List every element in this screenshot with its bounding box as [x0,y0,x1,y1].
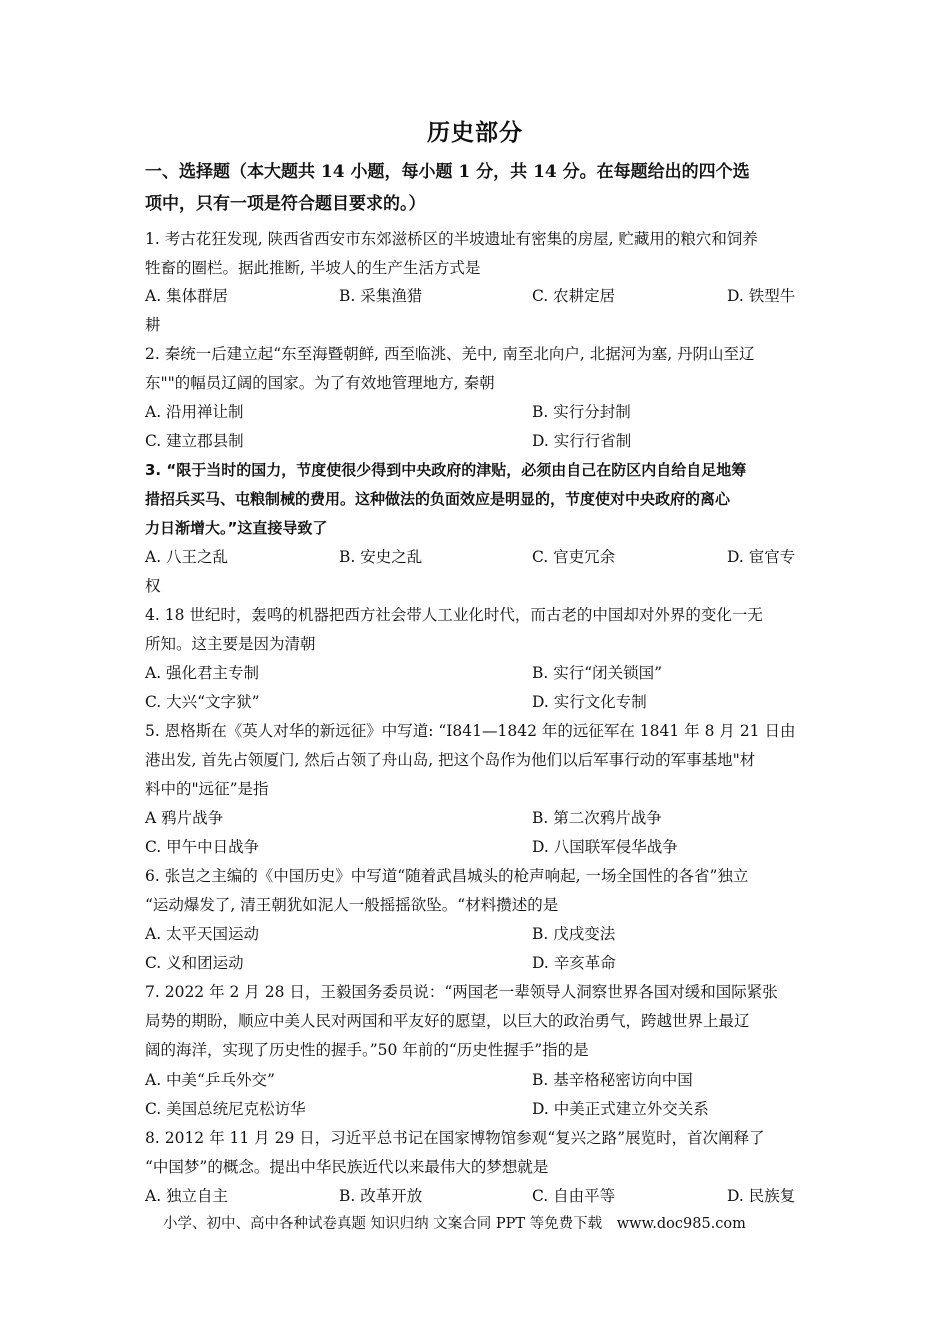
q1-stem-line1: 1. 考古花狂发现, 陕西省西安市东郊滋桥区的半坡遗址有密集的房屋, 贮藏用的粮穴和饲养 [145,230,758,248]
q3-stem-line2: 措招兵买马、屯粮制械的费用。这种做法的负面效应是明显的，节度使对中央政府的离心 [145,490,731,508]
q8-option-d: D. 民族复 [727,1187,796,1205]
q6-option-b: B. 戊戌变法 [532,925,616,943]
q6-option-a: A. 太平天国运动 [145,925,260,943]
q8-option-c: C. 自由平等 [532,1187,616,1205]
q1-stem-line2: 牲畜的圈栏。据此推断, 半坡人的生产生活方式是 [145,259,481,277]
q3-option-a: A. 八王之乱 [145,548,229,566]
q8-stem-line1: 8. 2012 年 11 月 29 日，习近平总书记在国家博物馆参观“复兴之路”展览时，首次阐释了 [145,1129,765,1147]
q8-option-b: B. 改革开放 [339,1187,423,1205]
section-heading-line2: 项中，只有一项是符合题目要求的。） [145,194,426,214]
q7-option-d: D. 中美正式建立外交关系 [532,1100,709,1118]
q6-option-c: C. 义和团运动 [145,954,244,972]
q4-option-b: B. 实行“闭关锁国” [532,664,663,682]
q6-option-d: D. 辛亥革命 [532,954,616,972]
q1-option-d: D. 铁型牛 [727,287,796,305]
q2-option-b: B. 实行分封制 [532,403,631,421]
footer-text: 小学、初中、高中各种试卷真题 知识归纳 文案合同 PPT 等免费下载 [163,1216,603,1232]
footer-url-link[interactable]: www.doc985.com [616,1216,746,1232]
q5-stem-line2: 港出发, 首先占领厦门, 然后占领了舟山岛, 把这个岛作为他们以后军事行动的军事基地"材 [145,751,756,769]
q2-option-d: D. 实行行省制 [532,432,632,450]
q4-stem-line2: 所知。这主要是因为清朝 [145,635,316,653]
q2-stem-line1: 2. 秦统一后建立起“东至海暨朝鲜, 西至临洮、羌中, 南至北向户, 北据河为塞, 丹阴山至辽 [145,345,755,363]
q6-stem-line1: 6. 张岂之主编的《中国历史》中写道“随着武昌城头的枪声响起, 一场全国性的各省”独立 [145,867,749,885]
q7-option-b: B. 基辛格秘密访向中国 [532,1071,693,1089]
q2-option-c: C. 建立郡县制 [145,432,244,450]
q1-option-c: C. 农耕定居 [532,287,616,305]
q1-option-a: A. 集体群居 [145,287,229,305]
q7-option-a: A. 中美“乒乓外交” [145,1071,275,1089]
page-footer [163,1212,756,1233]
q3-stem-line1: 3. “限于当时的国力，节度使很少得到中央政府的津贴，必须由自己在防区内自给自足地筹 [145,461,747,479]
q3-option-d-wrap: 权 [145,577,161,595]
q3-option-d: D. 宦官专 [727,548,796,566]
q5-stem-line1: 5. 恩格斯在《英人对华的新远征》中写道: “I841—1842 年的远征军在 1841 年 8 月 21 日由 [145,722,796,740]
q5-stem-line3: 料中的"远征”是指 [145,780,269,798]
q3-option-b: B. 安史之乱 [339,548,423,566]
q1-option-b: B. 采集渔猎 [339,287,423,305]
q4-option-a: A. 强化君主专制 [145,664,260,682]
q4-option-d: D. 实行文化专制 [532,693,647,711]
q3-option-c: C. 官吏冗余 [532,548,616,566]
q7-stem-line3: 阔的海洋，实现了历史性的握手。”50 年前的“历史性握手”指的是 [145,1041,589,1059]
q8-stem-line2: “中国梦”的概念。提出中华民族近代以来最伟大的梦想就是 [145,1158,549,1176]
q6-stem-line2: “运动爆发了, 清王朝犹如泥人一般摇摇欲坠。“材料攒述的是 [145,896,559,914]
q3-stem-line3: 力日渐增大。”这直接导致了 [145,519,328,537]
q4-option-c: C. 大兴“文字狱” [145,693,260,711]
page-title: 历史部分 [427,119,523,146]
q5-option-d: D. 八国联军侵华战争 [532,838,678,856]
q4-stem-line1: 4. 18 世纪时，轰鸣的机器把西方社会带人工业化时代，而古老的中国却对外界的变化一无 [145,606,763,624]
q5-option-c: C. 甲午中日战争 [145,838,260,856]
section-heading-line1: 一、选择题（本大题共 14 小题，每小题 1 分，共 14 分。在每题给出的四个选 [145,162,750,182]
q2-option-a: A. 沿用禅让制 [145,403,244,421]
q7-stem-line1: 7. 2022 年 2 月 28 日，王毅国务委员说：“两国老一辈领导人洞察世界各国对缓和国际紧张 [145,983,778,1001]
q7-stem-line2: 局势的期盼，顺应中美人民对两国和平友好的愿望，以巨大的政治勇气，跨越世界上最辽 [145,1012,750,1030]
q7-option-c: C. 美国总统尼克松访华 [145,1100,306,1118]
q2-stem-line2: 东""的幅员辽阔的国家。为了有效地管理地方, 秦朝 [145,374,495,392]
q5-option-b: B. 第二次鸦片战争 [532,809,662,827]
q5-option-a: A 鸦片战争 [145,809,224,827]
q8-option-a: A. 独立自主 [145,1187,229,1205]
q1-option-d-wrap: 耕 [145,316,161,334]
